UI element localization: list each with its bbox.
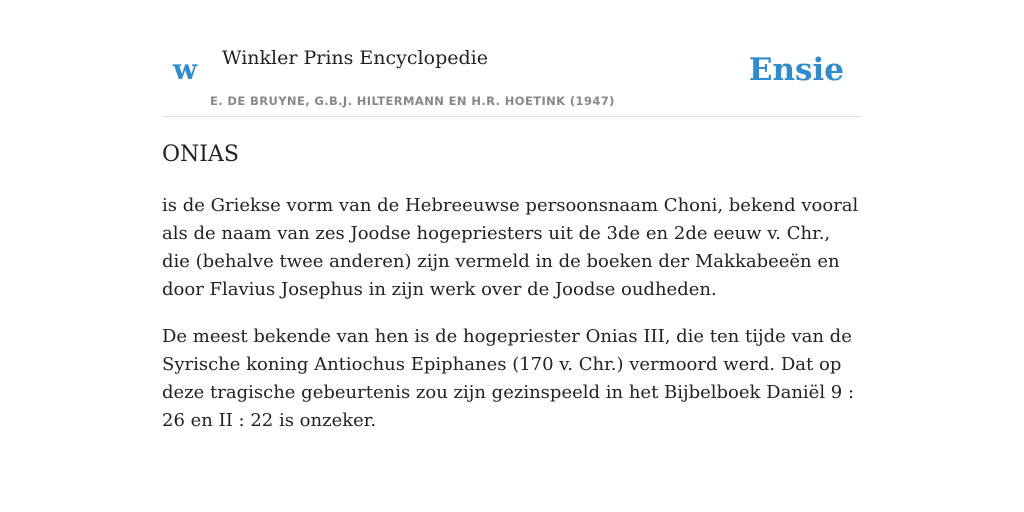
header (162, 0, 862, 117)
article (162, 136, 862, 435)
site-title[interactable]: Winkler Prins Encyclopedie (222, 47, 488, 69)
authors-line: E. DE BRUYNE, G.B.J. HILTERMANN EN H.R. HOETINK (1947) (210, 94, 615, 108)
article-title: ONIAS (162, 142, 239, 167)
article-paragraph: is de Griekse vorm van de Hebreeuwse persoonsnaam Choni, bekend vooral als de naam van zes Joodse hogepriesters uit de 3de en 2de eeuw v. Chr., die (behalve twee anderen) zijn vermeld in de boeken der Makkabeeën en door Flavius Josephus in zijn werk over de Joodse oudheden. (162, 195, 859, 300)
article-paragraph: De meest bekende van hen is de hogepriester Onias III, die ten tijde van de Syrische koning Antiochus Epiphanes (170 v. Chr.) vermoord werd. Dat op deze tragische gebeurtenis zou zijn gezinspeeld in het Bijbelboek Daniël 9 : 26 en II : 22 is onzeker. (162, 326, 855, 431)
encyclopedia-logo-icon[interactable]: w (173, 53, 198, 86)
ensie-brand-link[interactable]: Ensie (748, 52, 844, 88)
